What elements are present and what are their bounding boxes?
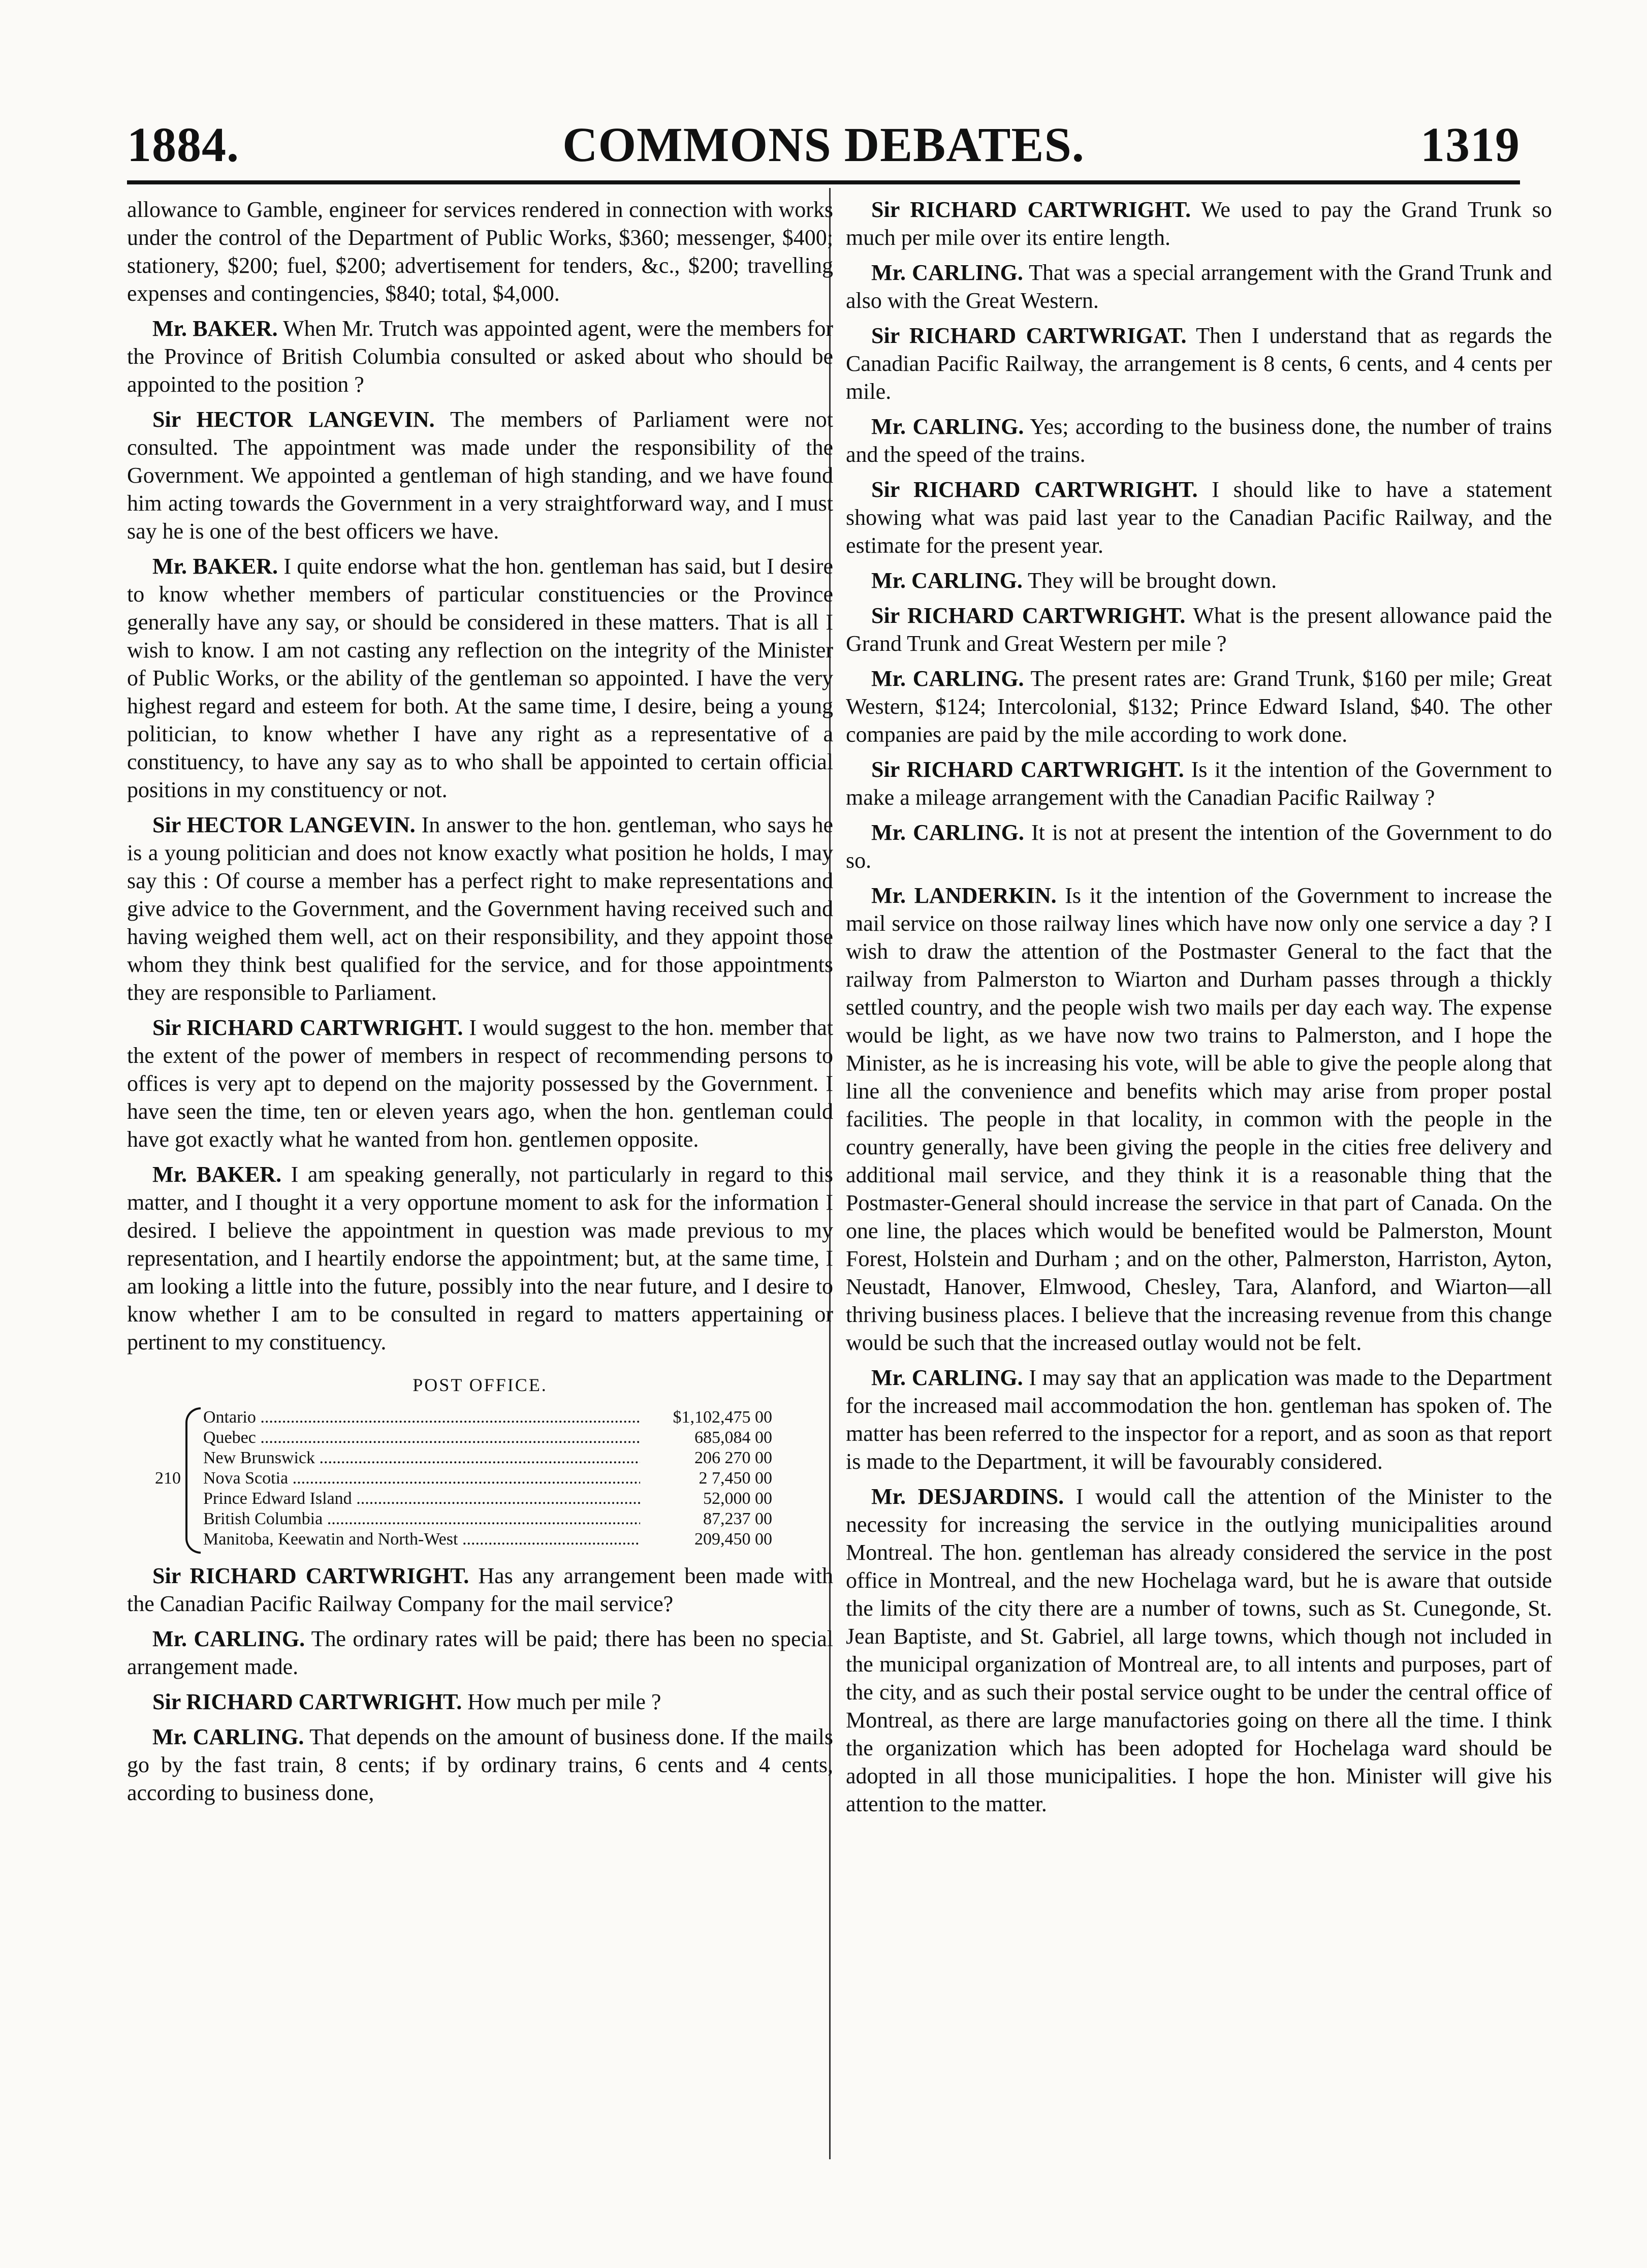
speaker-name: Sir RICHARD CARTWRIGHT.	[871, 477, 1198, 502]
speaker-name: Mr. CARLING.	[152, 1626, 305, 1651]
amount: $1,102,475 00	[673, 1408, 772, 1427]
paragraph-text: Yes; according to the business done, the number of trains and the speed of the trains.	[846, 414, 1552, 467]
paragraph-text: It is not at present the intention of the Government to do so.	[846, 820, 1552, 873]
paragraph	[846, 818, 1552, 874]
amount: 2 7,450 00	[699, 1469, 772, 1488]
paragraph	[846, 602, 1552, 657]
speaker-name: Sir HECTOR LANGEVIN.	[152, 812, 416, 837]
header-rule	[127, 180, 1520, 184]
table-row	[203, 1468, 772, 1489]
speaker-name: Sir RICHARD CARTWRIGAT.	[871, 323, 1187, 348]
right-column	[846, 196, 1552, 1825]
province-name: British Columbia .....	[203, 1509, 640, 1529]
speaker-name: Mr. CARLING.	[871, 260, 1023, 285]
paragraph	[846, 196, 1552, 251]
paragraph	[127, 196, 833, 307]
speaker-name: Mr. CARLING.	[871, 820, 1024, 845]
table-number: 210	[155, 1469, 181, 1488]
paragraph-text: The members of Parliament were not consulted. The appointment was made under the responsibility of the Government. We appointed a gentleman of high standing, and we have found him acting towards the Government in a very straightforward way, and I must say he is one of the best officers we have.	[127, 407, 833, 544]
amount: 52,000 00	[703, 1489, 772, 1508]
speaker-name: Sir RICHARD CARTWRIGHT.	[871, 197, 1191, 222]
paragraph	[127, 1160, 833, 1356]
speaker-name: Mr. LANDERKIN.	[871, 883, 1057, 908]
province-name: Manitoba, Keewatin and North-West .....	[203, 1529, 640, 1550]
speaker-name: Sir RICHARD CARTWRIGHT.	[871, 757, 1184, 782]
speaker-name: Mr. DESJARDINS.	[871, 1484, 1064, 1509]
paragraph-text: That was a special arrangement with the Grand Trunk and also with the Great Western.	[846, 260, 1552, 313]
left-column	[127, 196, 833, 1814]
table-row	[203, 1407, 772, 1428]
province-name: Prince Edward Island .....	[203, 1489, 640, 1509]
speaker-name: Mr. CARLING.	[871, 1365, 1023, 1390]
amount: 87,237 00	[703, 1509, 772, 1528]
paragraph	[846, 566, 1552, 594]
paragraph	[846, 1483, 1552, 1818]
paragraph-text: I may say that an application was made to the Department for the increased mail accommodation the hon. gentleman has spoken of. The matter has been referred to the inspector for a report, and as soon as that report is made to the Department, it will be favourably considered.	[846, 1365, 1552, 1474]
speaker-name: Sir HECTOR LANGEVIN.	[152, 407, 435, 432]
paragraph	[127, 314, 833, 398]
speaker-name: Mr. CARLING.	[152, 1724, 304, 1749]
paragraph	[846, 413, 1552, 468]
table-row	[203, 1529, 772, 1550]
paragraph-text: What is the present allowance paid the Grand Trunk and Great Western per mile ?	[846, 603, 1552, 656]
province-name: Nova Scotia .....	[203, 1468, 640, 1489]
paragraph-text: I am speaking generally, not particularly in regard to this matter, and I thought it a very opportune moment to ask for the information I desired. I believe the appointment in question was made previous to my representation, and I heartily endorse the appointment; but, at the same time, I am looking a little into the future, possibly into the near future, and I desire to know whether I am to be consulted in regard to matters appertaining or pertinent to my constituency.	[127, 1162, 833, 1354]
paragraph	[127, 1625, 833, 1681]
paragraph	[127, 552, 833, 804]
paragraph	[846, 322, 1552, 405]
table-row	[203, 1509, 772, 1529]
province-name: Quebec .....	[203, 1428, 640, 1448]
header-page-number: 1319	[1420, 117, 1520, 172]
paragraph	[127, 811, 833, 1006]
amount: 685,084 00	[694, 1428, 772, 1447]
province-name: Ontario .....	[203, 1407, 640, 1428]
paragraph	[127, 405, 833, 545]
page-header	[127, 117, 1520, 173]
paragraph-text: allowance to Gamble, engineer for services rendered in connection with works under the control of the Department of Public Works, $360; messenger, $400; stationery, $200; fuel, $200; advertisement for tenders, &c., $200; travelling expenses and contingencies, $840; total, $4,000.	[127, 197, 833, 306]
paragraph	[846, 259, 1552, 314]
amount: 206 270 00	[694, 1448, 772, 1467]
speaker-name: Mr. BAKER.	[152, 554, 278, 579]
paragraph	[846, 1364, 1552, 1475]
section-heading: POST OFFICE.	[413, 1375, 548, 1395]
paragraph-text: They will be brought down.	[1028, 568, 1277, 593]
paragraph-text: I would suggest to the hon. member that the extent of the power of members in respect of recommending persons to offices is very apt to depend on the majority possessed by the Government. I have seen the time, ten or eleven years ago, when the hon. gentleman could have got exactly what he wanted from hon. gentlemen opposite.	[127, 1015, 834, 1152]
paragraph	[127, 1723, 833, 1807]
paragraph-text: How much per mile ?	[467, 1689, 661, 1714]
speaker-name: Sir RICHARD CARTWRIGHT.	[152, 1563, 469, 1588]
paragraph-text: The present rates are: Grand Trunk, $160 per mile; Great Western, $124; Intercolonial, $132; Prince Edward Island, $40. The other companies are paid by the mile according to work done.	[846, 666, 1552, 747]
table-row	[203, 1489, 772, 1509]
paragraph-text: We used to pay the Grand Trunk so much per mile over its entire length.	[846, 197, 1552, 250]
paragraph-text: In answer to the hon. gentleman, who says he is a young politician and does not know exactly what position he holds, I may say this : Of course a member has a perfect right to make representations and give advice to the Government, and the Government having received such and having weighed them well, act on their responsibility, and they appoint those whom they think best qualified for the service, and for those appointments they are responsible to Parliament.	[127, 812, 834, 1005]
speaker-name: Mr. CARLING.	[871, 666, 1024, 691]
paragraph-text: Is it the intention of the Government to make a mileage arrangement with the Canadian Pacific Railway ?	[846, 757, 1552, 810]
speaker-name: Sir RICHARD CARTWRIGHT.	[871, 603, 1186, 628]
header-year: 1884.	[127, 117, 239, 172]
paragraph-text: I should like to have a statement showing what was paid last year to the Canadian Pacific Railway, and the estimate for the present year.	[846, 477, 1553, 558]
paragraph-text: When Mr. Trutch was appointed agent, were the members for the Province of British Columbia consulted or asked about who should be appointed to the position ?	[127, 316, 833, 397]
paragraph-text: The ordinary rates will be paid; there has been no special arrangement made.	[127, 1626, 833, 1679]
speaker-name: Mr. CARLING.	[871, 568, 1023, 593]
province-name: New Brunswick .....	[203, 1448, 640, 1468]
speaker-name: Sir RICHARD CARTWRIGHT.	[152, 1015, 463, 1040]
paragraph	[846, 755, 1552, 811]
paragraph-text: Is it the intention of the Government to increase the mail service on those railway lines which have now only one service a day ? I wish to draw the attention of the Postmaster General to the fact that the railway from Palmerston to Wiarton and Durham passes through a thickly settled country, and the people wish two mails per day each way. The expense would be light, as we have now two trains to Palmerston, and I hope the Minister, as he is increasing his vote, will be able to give the people along that line all the convenience and benefits which may arise from proper postal facilities. The people in that locality, in common with the people in the country generally, have been giving the people in the cities free delivery and additional mail service, and they think it is a reasonable thing that the Postmaster-General should increase the service in that part of Canada. On the one line, the places which would be benefited would be Palmerston, Mount Forest, Holstein and Durham ; and on the other, Palmerston, Harriston, Ayton, Neustadt, Hanover, Elmwood, Chesley, Tara, Alanford, and Wiarton—all thriving business places. I believe that the increasing revenue from this change would be such that the increased outlay would not be felt.	[846, 883, 1553, 1355]
paragraph	[127, 1014, 833, 1153]
brace	[185, 1407, 201, 1554]
header-title: COMMONS DEBATES.	[562, 117, 1085, 172]
speaker-name: Mr. CARLING.	[871, 414, 1024, 439]
speaker-name: Mr. BAKER.	[152, 1162, 282, 1187]
paragraph-text: I quite endorse what the hon. gentleman has said, but I desire to know whether members of particular constituencies or the Province generally have any say, or should be considered in these matters. That is all I wish to know. I am not casting any reflection on the integrity of the Minister of Public Works, or the ability of the gentleman so appointed. I have the very highest regard and esteem for both. At the same time, I desire, being a young politician, to know whether I have any right as a representative of a constituency, to have any say as to who shall be appointed to certain official positions in my constituency or not.	[127, 554, 833, 802]
paragraph	[846, 665, 1552, 748]
paragraph-text: I would call the attention of the Minister to the necessity for increasing the service in the outlying municipalities around Montreal. The hon. gentleman has already considered the service in the post office in Montreal, and the new Hochelaga ward, but he is aware that outside the limits of the city there are a number of towns, such as St. Cunegonde, St. Jean Baptiste, and St. Gabriel, all large towns, which though not included in the municipal organization of Montreal are, to all intents and purposes, part of the city, and as such their postal service ought to be under the central office of Montreal, as there are large manufactories going on there all the time. I think the organization which has been adopted for Hochelaga ward should be adopted in all those municipalities. I hope the hon. Minister will give his attention to the matter.	[846, 1484, 1553, 1816]
paragraph	[846, 476, 1552, 559]
paragraph-text: That depends on the amount of business done. If the mails go by the fast train, 8 cents; if by ordinary trains, 6 cents and 4 cents, according to business done,	[127, 1724, 833, 1805]
paragraph-text: Has any arrangement been made with the Canadian Pacific Railway Company for the mail service?	[127, 1563, 833, 1616]
paragraph	[127, 1562, 833, 1618]
paragraph	[127, 1688, 833, 1716]
speaker-name: Sir RICHARD CARTWRIGHT.	[152, 1689, 462, 1714]
post-office-table	[155, 1407, 772, 1550]
table-row	[203, 1428, 772, 1448]
paragraph-text: Then I understand that as regards the Canadian Pacific Railway, the arrangement is 8 cents, 6 cents, and 4 cents per mile.	[846, 323, 1552, 404]
table-row	[203, 1448, 772, 1468]
paragraph	[846, 881, 1552, 1357]
amount: 209,450 00	[694, 1530, 772, 1549]
speaker-name: Mr. BAKER.	[152, 316, 278, 341]
